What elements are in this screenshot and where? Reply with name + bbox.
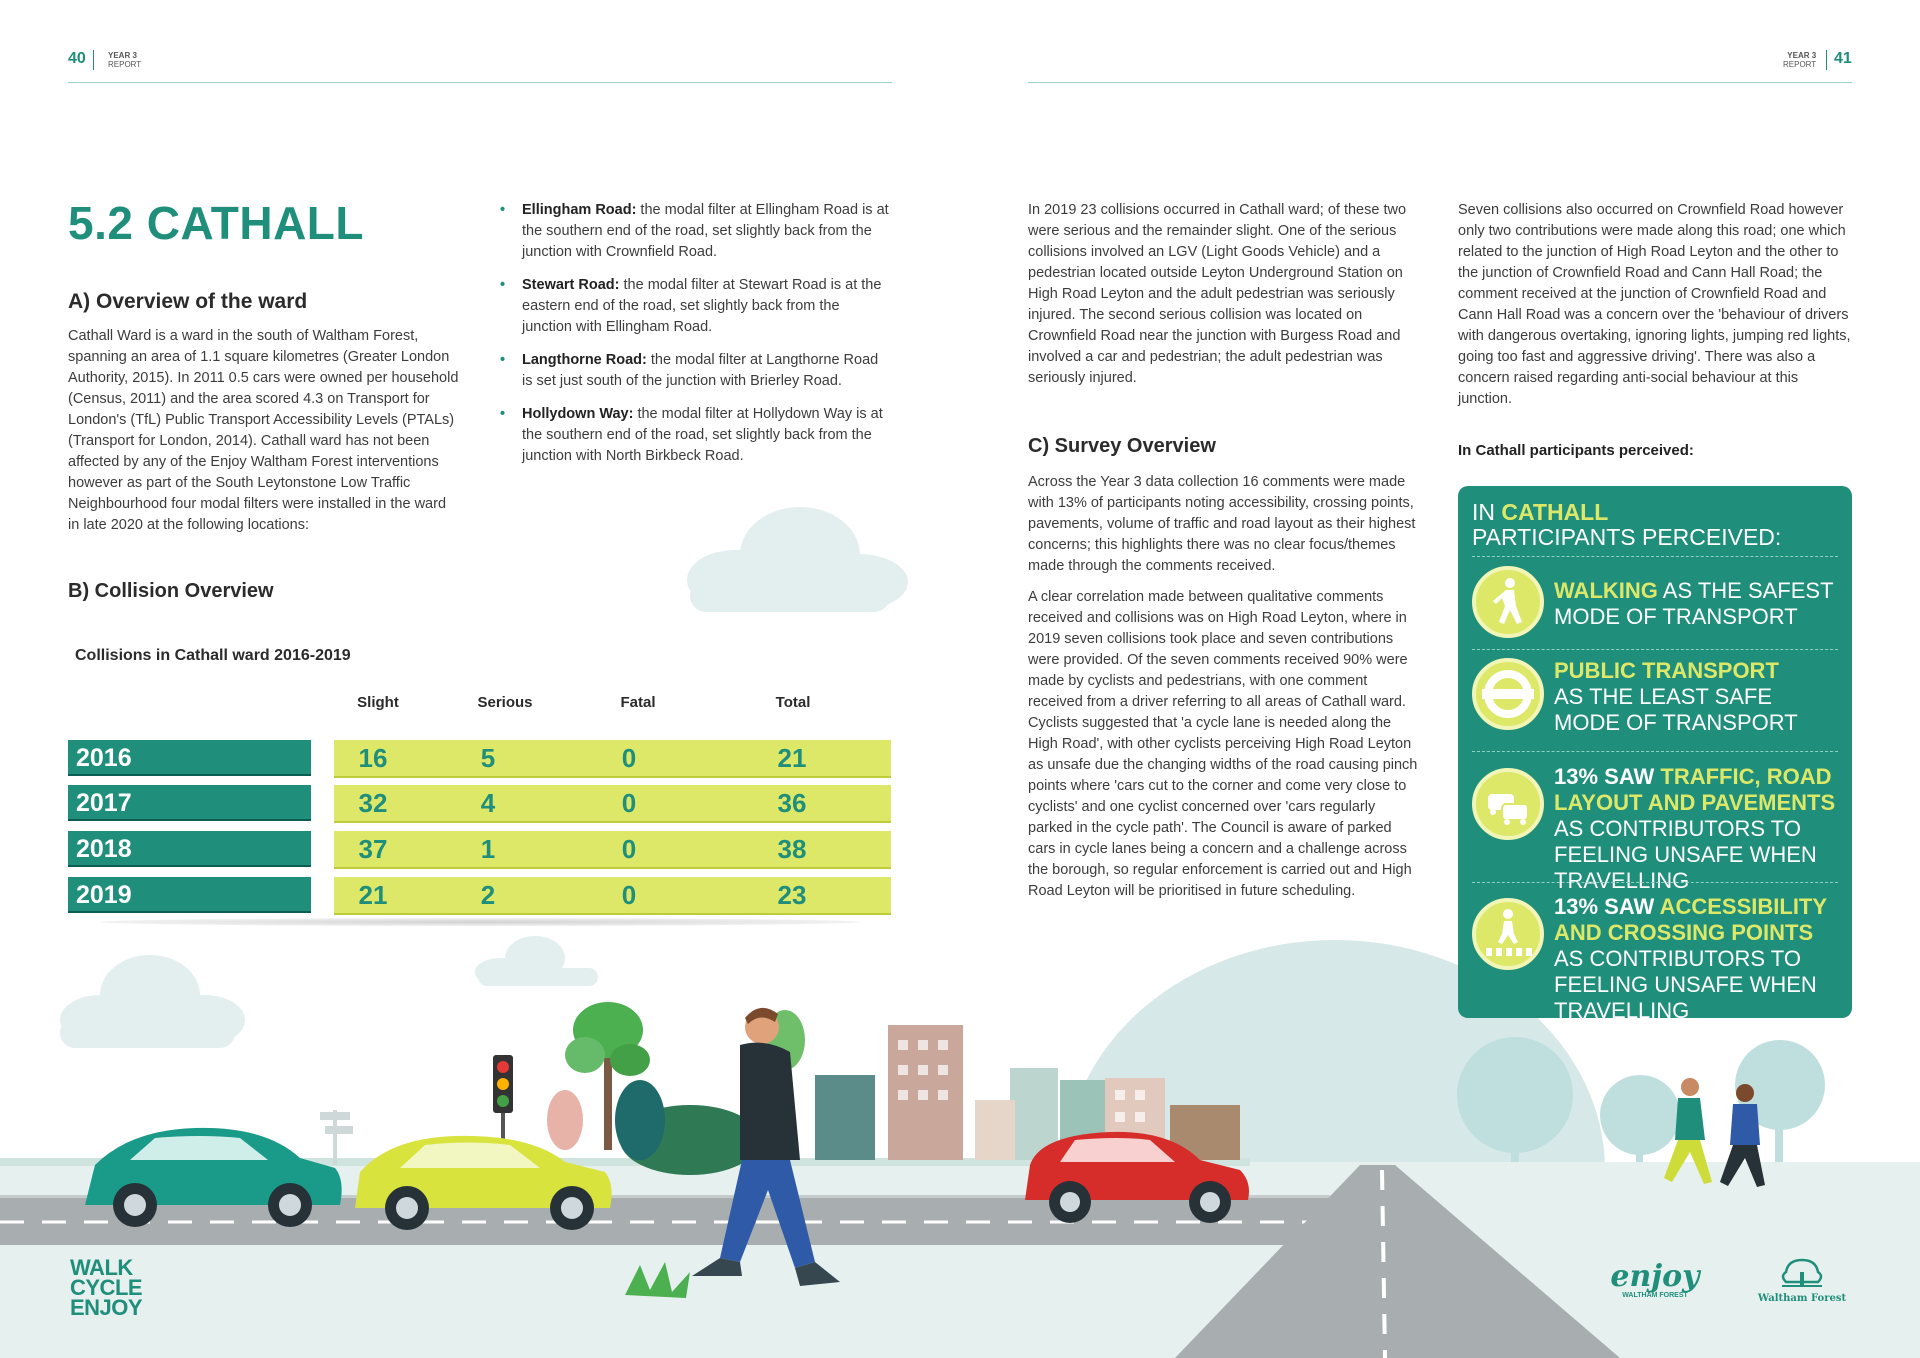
collision-heading: B) Collision Overview xyxy=(68,580,274,602)
table-cell: 32 xyxy=(358,788,388,818)
table-cell: 21 xyxy=(358,880,388,910)
enjoy-waltham-forest-logo: enjoy WALTHAM FOREST xyxy=(1610,1259,1700,1299)
table-row-year: 2017 xyxy=(68,785,311,821)
table-shadow xyxy=(100,918,860,926)
table-cell: 0 xyxy=(621,743,637,773)
heading-ward: CATHALL xyxy=(1501,499,1609,525)
crossing-text: 13% SAW ACCESSIBILITY AND CROSSING POINTS AS CONTRIBUTORS TO FEELING UNSAFE WHEN TRAVELLING xyxy=(1554,894,1827,1023)
location-text: the modal filter at Hollydown Way is at the southern end of the road, set slightly back from the junction with North Birkbeck Road. xyxy=(522,406,883,464)
list-item xyxy=(500,350,892,392)
table-title: Collisions in Cathall ward 2016-2019 xyxy=(75,647,351,664)
survey-paragraph-1: Across the Year 3 data collection 16 comments were made with 13% of participants noting accessibility, crossing points, pavements, volume of traffic and road layout as their highest concerns; this highlights there was no clear focus/themes made through the comments received. xyxy=(1028,474,1416,574)
collision-paragraph: In 2019 23 collisions occurred in Cathall ward; of these two were serious and the remainder slight. One of the serious collisions involved an LGV (Light Goods Vehicle) and a pedestrian located outside Leyton Underground Station on High Road Leyton and the adult pedestrian was seriously injured. The second serious collision was located on Crownfield Road near the junction with Burgess Road and involved a car and pedestrian; the adult pedestrian was seriously injured. xyxy=(1028,202,1407,386)
divider xyxy=(1472,556,1838,557)
survey-heading: C) Survey Overview xyxy=(1028,435,1216,457)
perceptions-infographic xyxy=(1458,486,1852,1023)
table-cell: 38 xyxy=(777,834,807,864)
signpost-icon xyxy=(320,1110,353,1165)
crownfield-paragraph: Seven collisions also occurred on Crownfield Road however only two contributions were made along this road; one which related to the junction of High Road Leyton and the other to the junction of Crownfield Road and Cann Hall Road; the comment received at the junction of Crownfield Road and Cann Hall Road was a concern over the 'behaviour of drivers with dangerous overtaking, ignoring lights, jumping red lights, going too fast and aggressive driving'. There was also a concern raised regarding anti-social behaviour at this junction. xyxy=(1458,202,1851,407)
column-header-total: Total xyxy=(775,694,811,711)
location-name: Ellingham Road: xyxy=(522,202,637,218)
bullet-icon: • xyxy=(500,352,506,368)
public-transport-icon xyxy=(1472,658,1544,730)
divider xyxy=(1472,882,1838,883)
overview-paragraph: Cathall Ward is a ward in the south of Waltham Forest, spanning an area of 1.1 square kilometres (Greater London Authority, 2015). In 2011 0.5 cars were owned per household (Census, 2011) and the area scored 4.3 on Transport for London's (TfL) Public Transport Accessibility Levels (PTALs) (Transport for London, 2014). Cathall ward has not been affected by any of the Enjoy Waltham Forest interventions however as part of the South Leytonstone Low Traffic Neighbourhood four modal filters were installed in the ward in late 2020 at the following locations: xyxy=(68,328,459,533)
crossing-icon xyxy=(1472,898,1544,970)
table-row xyxy=(334,831,891,867)
column-header-serious: Serious xyxy=(477,694,533,711)
survey-paragraphs xyxy=(1028,472,1420,912)
cloud-icon xyxy=(475,936,598,986)
table-row xyxy=(334,877,891,913)
table-cell: 4 xyxy=(480,788,496,818)
public-transport-text: PUBLIC TRANSPORT AS THE LEAST SAFE MODE OF TRANSPORT xyxy=(1554,658,1798,735)
table-row xyxy=(334,740,891,776)
page-number-right: 41 xyxy=(1834,50,1852,67)
divider xyxy=(1472,649,1838,650)
table-row-year: 2018 xyxy=(68,831,311,867)
header-year: YEAR 3 xyxy=(108,51,137,60)
header-year: YEAR 3 xyxy=(1787,51,1817,60)
walking-icon xyxy=(1472,566,1544,638)
column-header-fatal: Fatal xyxy=(620,694,656,711)
heading-in: IN xyxy=(1472,499,1495,525)
table-row-year: 2019 xyxy=(68,877,311,913)
location-text: the modal filter at Ellingham Road is at the southern end of the road, set slightly back from the junction with Crownfield Road. xyxy=(522,202,889,260)
walking-text: WALKING AS THE SAFEST MODE OF TRANSPORT xyxy=(1554,578,1834,629)
location-name: Langthorne Road: xyxy=(522,352,647,368)
traffic-text: 13% SAW TRAFFIC, ROAD LAYOUT AND PAVEMENTS AS CONTRIBUTORS TO FEELING UNSAFE WHEN TRAVELLING xyxy=(1554,764,1836,893)
location-text: the modal filter at Stewart Road is at the eastern end of the road, set slightly back from the junction with Ellingham Road. xyxy=(522,277,882,335)
table-cell: 16 xyxy=(358,743,388,773)
cloud-icon xyxy=(687,507,908,612)
table-row-year: 2016 xyxy=(68,740,311,776)
table-cell: 37 xyxy=(358,834,388,864)
column-header-slight: Slight xyxy=(357,694,399,711)
divider xyxy=(1472,751,1838,752)
table-cell: 0 xyxy=(621,788,637,818)
table-cell: 21 xyxy=(777,743,807,773)
traffic-icon xyxy=(1472,768,1544,840)
survey-paragraph-2: A clear correlation made between qualitative comments received and collisions was on High Road Leyton, where in 2019 seven collisions took place and seven contributions were provided. Of the seven comments received 90% were made by cyclists and pedestrians, with one comment received from a driver referring to all areas of Cathall ward. Cyclists suggested that 'a cycle lane is needed along the High Road', with other cyclists perceiving High Road Leyton as unsafe due the changing widths of the road causing pinch points where 'cars cut to the corner and come very close to cyclists' and one cyclist concerned over 'cars regularly parked in the cycle path'. The Council is aware of parked cars in cycle lanes being a concern and a challenge across the borough, so regular enforcement is carried out and High Road Leyton will be prioritised in future scheduling. xyxy=(1028,589,1418,899)
location-name: Hollydown Way: xyxy=(522,406,634,422)
header-report: REPORT xyxy=(1783,60,1817,69)
modal-filter-list xyxy=(500,200,892,479)
list-item xyxy=(500,275,892,338)
header-report: REPORT xyxy=(108,60,142,69)
table-row xyxy=(334,785,891,821)
heading-line2: PARTICIPANTS PERCEIVED: xyxy=(1472,524,1782,550)
list-item xyxy=(500,404,892,467)
cloud-icon xyxy=(60,955,245,1048)
page-number-left: 40 xyxy=(68,50,86,67)
location-name: Stewart Road: xyxy=(522,277,620,293)
table-cell: 36 xyxy=(777,788,807,818)
table-cell: 2 xyxy=(480,880,496,910)
infographic-heading xyxy=(1472,500,1781,550)
location-text: the modal filter at Langthorne Road is set just south of the junction with Brierley Road. xyxy=(522,352,879,389)
table-cell: 0 xyxy=(621,880,637,910)
walk-cycle-enjoy-logo: WALK CYCLE ENJOY xyxy=(70,1255,143,1320)
table-cell: 23 xyxy=(777,880,807,910)
bullet-icon: • xyxy=(500,406,506,422)
table-cell: 5 xyxy=(480,743,496,773)
table-cell: 1 xyxy=(480,834,496,864)
perceived-label: In Cathall participants perceived: xyxy=(1458,442,1694,459)
page-title: 5.2 CATHALL xyxy=(68,197,364,249)
waltham-forest-council-logo: Waltham Forest xyxy=(1752,1258,1852,1304)
overview-heading: A) Overview of the ward xyxy=(68,290,308,313)
bullet-icon: • xyxy=(500,277,506,293)
table-cell: 0 xyxy=(621,834,637,864)
list-item xyxy=(500,200,892,263)
bullet-icon: • xyxy=(500,202,506,218)
tree-crest-icon xyxy=(1778,1258,1826,1288)
